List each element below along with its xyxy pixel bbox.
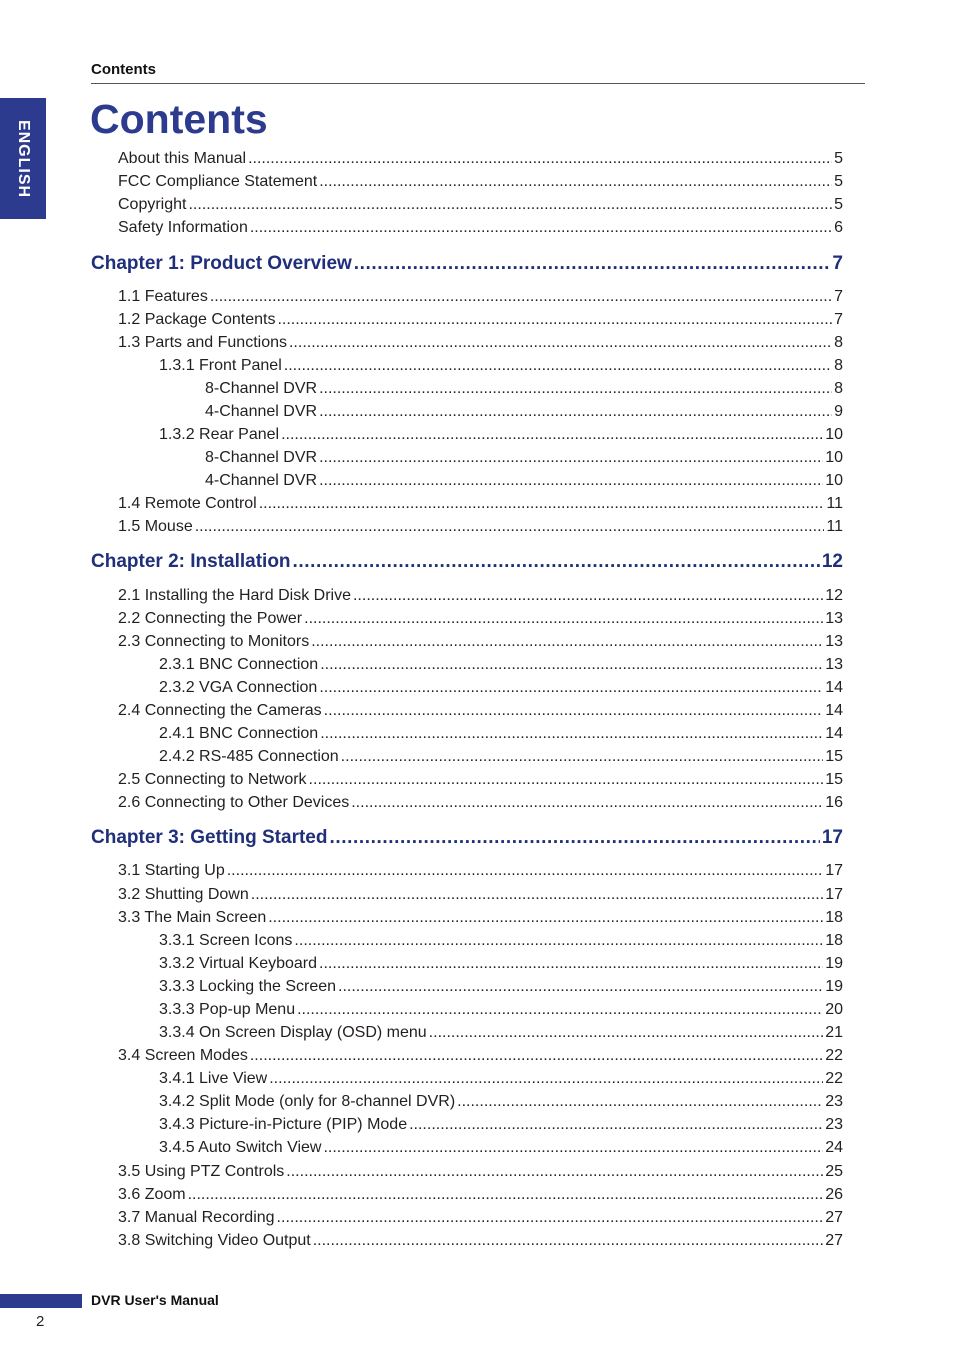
toc-entry-label: Chapter 2: Installation (91, 551, 291, 572)
toc-entry-label: 3.3.1 Screen Icons (159, 932, 293, 949)
toc-chapter-entry[interactable] (91, 826, 843, 850)
toc-entry-page: 10 (825, 472, 843, 489)
toc-entry-page: 5 (834, 150, 843, 167)
toc-dot-leader (329, 826, 819, 850)
toc-entry[interactable] (159, 724, 843, 744)
toc-dot-leader (269, 1069, 823, 1089)
toc-entry-page: 23 (825, 1093, 843, 1110)
toc-entry[interactable] (118, 218, 843, 238)
toc-entry-label: 2.4.2 RS-485 Connection (159, 748, 339, 765)
toc-dot-leader (319, 402, 832, 422)
toc-dot-leader (284, 356, 832, 376)
toc-entry[interactable] (159, 1115, 843, 1135)
toc-entry-page: 15 (825, 771, 843, 788)
toc-entry-label: 3.5 Using PTZ Controls (118, 1163, 285, 1180)
toc-entry-page: 23 (825, 1116, 843, 1133)
toc-entry[interactable] (159, 356, 843, 376)
footer-accent-bar (0, 1294, 82, 1308)
toc-chapter-entry[interactable] (91, 252, 843, 276)
toc-entry[interactable] (205, 379, 843, 399)
toc-entry-label: 3.4 Screen Modes (118, 1047, 248, 1064)
toc-entry[interactable] (118, 908, 843, 928)
toc-entry[interactable] (159, 425, 843, 445)
toc-entry-page: 19 (825, 978, 843, 995)
toc-entry-label: Chapter 1: Product Overview (91, 253, 352, 274)
toc-entry[interactable] (118, 1231, 843, 1251)
toc-entry-label: 2.6 Connecting to Other Devices (118, 794, 350, 811)
toc-entry[interactable] (118, 861, 843, 881)
toc-entry[interactable] (118, 195, 843, 215)
toc-entry-label: 1.4 Remote Control (118, 495, 257, 512)
toc-entry-page: 11 (826, 518, 843, 535)
toc-entry-page: 18 (825, 909, 843, 926)
toc-dot-leader (248, 149, 832, 169)
toc-entry[interactable] (159, 1069, 843, 1089)
toc-entry-label: 3.2 Shutting Down (118, 886, 249, 903)
toc-entry-label: 2.5 Connecting to Network (118, 771, 307, 788)
toc-entry-page: 9 (834, 403, 843, 420)
toc-entry-label: Safety Information (118, 219, 248, 236)
toc-entry-page: 8 (834, 334, 843, 351)
toc-entry-label: 3.4.1 Live View (159, 1070, 268, 1087)
toc-entry-label: About this Manual (118, 150, 247, 167)
toc-entry-label: 4-Channel DVR (205, 472, 318, 489)
toc-entry-page: 14 (825, 702, 843, 719)
toc-entry[interactable] (118, 793, 843, 813)
toc-dot-leader (351, 793, 823, 813)
toc-entry-label: 3.3.4 On Screen Display (OSD) menu (159, 1024, 427, 1041)
toc-entry-label: 1.3.1 Front Panel (159, 357, 282, 374)
toc-entry-label: 3.1 Starting Up (118, 862, 225, 879)
toc-dot-leader (429, 1023, 824, 1043)
toc-entry-label: 3.3 The Main Screen (118, 909, 267, 926)
toc-entry[interactable] (118, 885, 843, 905)
toc-dot-leader (341, 747, 824, 767)
toc-entry-label: FCC Compliance Statement (118, 173, 318, 190)
toc-dot-leader (323, 1138, 823, 1158)
toc-entry[interactable] (159, 954, 843, 974)
toc-dot-leader (251, 885, 823, 905)
toc-dot-leader (210, 287, 832, 307)
toc-entry-page: 7 (832, 253, 843, 274)
toc-dot-leader (353, 586, 823, 606)
toc-dot-leader (277, 310, 832, 330)
toc-entry[interactable] (118, 1046, 843, 1066)
toc-entry[interactable] (118, 149, 843, 169)
toc-chapter-entry[interactable] (91, 550, 843, 574)
toc-entry-label: 1.5 Mouse (118, 518, 193, 535)
toc-dot-leader (320, 724, 823, 744)
toc-entry[interactable] (159, 977, 843, 997)
toc-dot-leader (319, 379, 832, 399)
toc-entry-page: 20 (825, 1001, 843, 1018)
page-number: 2 (36, 1313, 45, 1330)
toc-entry-label: 2.1 Installing the Hard Disk Drive (118, 587, 351, 604)
toc-entry[interactable] (205, 471, 843, 491)
toc-dot-leader (319, 678, 823, 698)
toc-entry[interactable] (118, 701, 843, 721)
toc-entry-label: 2.2 Connecting the Power (118, 610, 303, 627)
toc-dot-leader (281, 425, 823, 445)
toc-dot-leader (297, 1000, 823, 1020)
toc-entry-label: 2.4.1 BNC Connection (159, 725, 319, 742)
toc-entry[interactable] (118, 517, 843, 537)
toc-entry[interactable] (118, 287, 843, 307)
toc-entry[interactable] (159, 655, 843, 675)
toc-entry-page: 7 (834, 311, 843, 328)
toc-entry-page: 17 (821, 827, 843, 848)
toc-entry[interactable] (118, 494, 843, 514)
toc-entry[interactable] (159, 1092, 843, 1112)
toc-entry-label: 3.3.3 Locking the Screen (159, 978, 337, 995)
toc-entry-page: 14 (825, 725, 843, 742)
toc-entry[interactable] (118, 1185, 843, 1205)
toc-entry[interactable] (159, 931, 843, 951)
toc-dot-leader (324, 701, 824, 721)
toc-dot-leader (309, 770, 824, 790)
toc-entry-page: 13 (825, 610, 843, 627)
toc-entry-page: 11 (826, 495, 843, 512)
toc-dot-leader (320, 655, 823, 675)
toc-entry-label: 8-Channel DVR (205, 449, 318, 466)
toc-entry[interactable] (118, 1162, 843, 1182)
toc-entry[interactable] (205, 402, 843, 422)
toc-entry-page: 8 (834, 380, 843, 397)
toc-dot-leader (286, 1162, 823, 1182)
toc-entry-page: 27 (825, 1232, 843, 1249)
toc-dot-leader (354, 252, 831, 276)
toc-dot-leader (319, 954, 823, 974)
toc-dot-leader (457, 1092, 823, 1112)
toc-dot-leader (294, 931, 823, 951)
toc-entry-page: 22 (825, 1047, 843, 1064)
toc-entry-label: 1.3.2 Rear Panel (159, 426, 280, 443)
toc-dot-leader (311, 632, 823, 652)
toc-dot-leader (250, 218, 832, 238)
toc-entry-page: 27 (825, 1209, 843, 1226)
toc-entry[interactable] (118, 609, 843, 629)
toc-entry-page: 5 (834, 173, 843, 190)
toc-entry-page: 16 (825, 794, 843, 811)
toc-entry-page: 25 (825, 1163, 843, 1180)
toc-entry-page: 12 (825, 587, 843, 604)
toc-entry-label: 3.4.3 Picture-in-Picture (PIP) Mode (159, 1116, 408, 1133)
toc-dot-leader (188, 1185, 824, 1205)
toc-entry[interactable] (118, 333, 843, 353)
toc-entry-page: 10 (825, 449, 843, 466)
toc-entry[interactable] (205, 448, 843, 468)
toc-entry-label: 2.3.1 BNC Connection (159, 656, 319, 673)
toc-entry-page: 13 (825, 633, 843, 650)
toc-entry-label: 3.8 Switching Video Output (118, 1232, 311, 1249)
toc-entry-page: 22 (825, 1070, 843, 1087)
toc-entry-label: 3.4.2 Split Mode (only for 8-channel DVR) (159, 1093, 456, 1110)
toc-entry-page: 5 (834, 196, 843, 213)
running-header: Contents (91, 61, 156, 78)
toc-entry-label: Chapter 3: Getting Started (91, 827, 328, 848)
toc-entry-page: 26 (825, 1186, 843, 1203)
toc-entry-page: 13 (825, 656, 843, 673)
toc-dot-leader (319, 448, 823, 468)
toc-dot-leader (338, 977, 823, 997)
toc-entry-page: 14 (825, 679, 843, 696)
toc-dot-leader (289, 333, 832, 353)
toc-dot-leader (313, 1231, 823, 1251)
toc-dot-leader (227, 861, 823, 881)
toc-entry[interactable] (118, 586, 843, 606)
toc-entry-page: 10 (825, 426, 843, 443)
toc-entry-label: 2.3 Connecting to Monitors (118, 633, 310, 650)
toc-entry-page: 6 (834, 219, 843, 236)
toc-entry[interactable] (118, 632, 843, 652)
toc-entry-label: 1.1 Features (118, 288, 208, 305)
toc-dot-leader (188, 195, 832, 215)
toc-entry-label: 4-Channel DVR (205, 403, 318, 420)
language-tab-label: ENGLISH (15, 119, 32, 198)
toc-entry-label: 8-Channel DVR (205, 380, 318, 397)
toc-dot-leader (268, 908, 823, 928)
toc-entry-page: 12 (821, 551, 843, 572)
toc-dot-leader (304, 609, 823, 629)
toc-dot-leader (259, 494, 825, 514)
toc-entry-label: 3.6 Zoom (118, 1186, 186, 1203)
toc-entry-page: 15 (825, 748, 843, 765)
toc-entry[interactable] (118, 770, 843, 790)
footer-manual-title: DVR User's Manual (91, 1292, 219, 1308)
toc-entry-label: 2.3.2 VGA Connection (159, 679, 318, 696)
toc-entry[interactable] (159, 1138, 843, 1158)
toc-entry-page: 17 (825, 862, 843, 879)
toc-entry-label: 2.4 Connecting the Cameras (118, 702, 322, 719)
toc-entry-label: 3.4.5 Auto Switch View (159, 1139, 322, 1156)
toc-entry[interactable] (159, 1000, 843, 1020)
toc-dot-leader (409, 1115, 823, 1135)
toc-entry-page: 7 (834, 288, 843, 305)
toc-entry-page: 24 (825, 1139, 843, 1156)
toc-entry-page: 8 (834, 357, 843, 374)
toc-entry[interactable] (118, 310, 843, 330)
toc-dot-leader (319, 471, 823, 491)
toc-dot-leader (195, 517, 825, 537)
toc-entry-label: 3.3.3 Pop-up Menu (159, 1001, 296, 1018)
toc-entry-page: 18 (825, 932, 843, 949)
toc-dot-leader (277, 1208, 824, 1228)
toc-entry[interactable] (159, 1023, 843, 1043)
toc-entry-label: 1.2 Package Contents (118, 311, 276, 328)
toc-entry-page: 17 (825, 886, 843, 903)
toc-dot-leader (319, 172, 832, 192)
toc-entry-label: 1.3 Parts and Functions (118, 334, 287, 351)
toc-entry-label: 3.7 Manual Recording (118, 1209, 275, 1226)
toc-entry-page: 21 (825, 1024, 843, 1041)
toc-entry-label: 3.3.2 Virtual Keyboard (159, 955, 318, 972)
page-title: Contents (90, 96, 268, 142)
toc-entry[interactable] (159, 678, 843, 698)
toc-entry[interactable] (159, 747, 843, 767)
toc-dot-leader (293, 550, 820, 574)
toc-entry-page: 19 (825, 955, 843, 972)
toc-entry[interactable] (118, 1208, 843, 1228)
toc-entry-label: Copyright (118, 196, 187, 213)
toc-entry[interactable] (118, 172, 843, 192)
toc-dot-leader (250, 1046, 823, 1066)
